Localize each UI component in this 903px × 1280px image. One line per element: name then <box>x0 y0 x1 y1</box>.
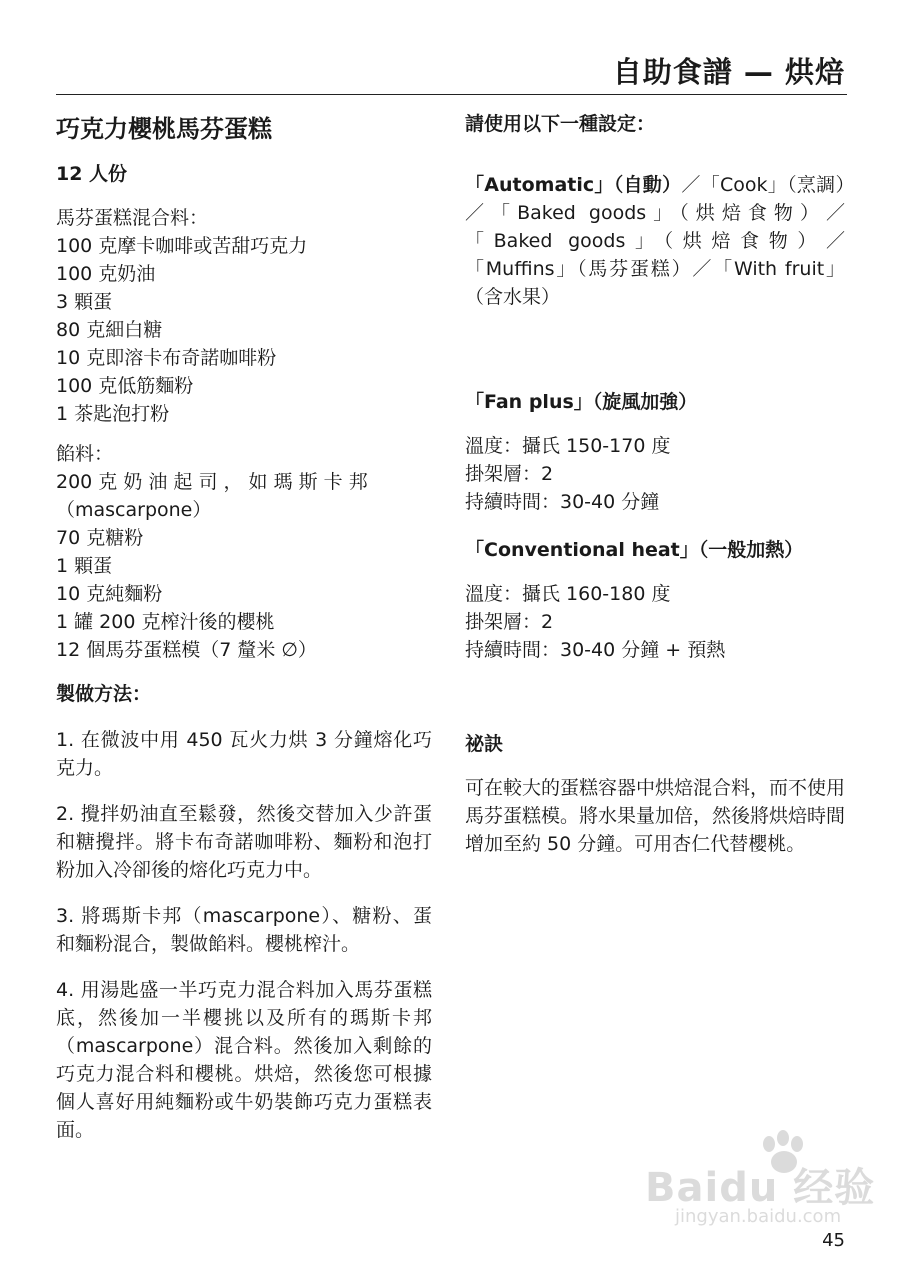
list-item: 12 個馬芬蛋糕模（7 釐米 ∅） <box>56 639 317 661</box>
rack-level: 掛架層：2 <box>465 611 554 633</box>
conventional-setting <box>465 536 845 664</box>
settings-heading: 請使用以下一種設定： <box>465 113 656 135</box>
tips-text: 可在較大的蛋糕容器中烘焙混合料，而不使用馬芬蛋糕模。將水果量加倍，然後將烘焙時間增加至約 50 分鐘。可用杏仁代替櫻桃。 <box>465 777 846 855</box>
watermark <box>645 1130 876 1230</box>
method-heading: 製做方法： <box>56 683 152 705</box>
method-step: 4. 用湯匙盛一半巧克力混合料加入馬芬蛋糕底，然後加一半櫻挑以及所有的瑪斯卡邦（mascarpone）混合料。然後加入剩餘的巧克力混合料和櫻桃。烘焙，然後您可根據個人喜好用純麵粉或牛奶裝飾巧克力蛋糕表面。 <box>56 979 432 1141</box>
method <box>56 680 432 1144</box>
duration: 持續時間：30-40 分鐘 + 預熱 <box>465 639 726 661</box>
list-item: 80 克細白糖 <box>56 319 163 341</box>
rack-level: 掛架層：2 <box>465 463 554 485</box>
list-item: 100 克低筋麵粉 <box>56 375 194 397</box>
list-item: 100 克摩卡咖啡或苦甜巧克力 <box>56 235 308 257</box>
list-item: 1 罐 200 克榨汁後的櫻桃 <box>56 611 275 633</box>
conventional-heading: 「Conventional heat」（一般加熱） <box>465 539 804 561</box>
right-column <box>465 108 845 858</box>
fan-plus-heading: 「Fan plus」（旋風加強） <box>465 391 698 413</box>
header-divider <box>56 94 847 95</box>
list-item: 10 克純麵粉 <box>56 583 163 605</box>
tips-heading: 祕訣 <box>465 733 504 755</box>
mix-ingredients <box>56 204 432 428</box>
method-step: 2. 攪拌奶油直至鬆發，然後交替加入少許蛋和糖攪拌。將卡布奇諾咖啡粉、麵粉和泡打粉加入冷卻後的熔化巧克力中。 <box>56 803 432 881</box>
list-item: 3 顆蛋 <box>56 291 113 313</box>
list-item: 1 茶匙泡打粉 <box>56 403 170 425</box>
automatic-setting <box>465 171 845 311</box>
automatic-path: ／「Cook」（烹調）／「Baked goods」（烘焙食物）／「Baked goods」（烘焙食物）／「Muffins」（馬芬蛋糕）／「With fruit」（含水果） <box>465 174 845 308</box>
left-column <box>56 108 432 1144</box>
method-step: 1. 在微波中用 450 瓦火力烘 3 分鐘熔化巧克力。 <box>56 729 432 779</box>
page-title: 自助食譜 — 烘焙 <box>612 55 845 89</box>
watermark-logo: Baidu 经验 <box>645 1165 876 1211</box>
fan-plus-setting <box>465 388 845 516</box>
watermark-url: jingyan.baidu.com <box>675 1206 842 1227</box>
tips <box>465 730 845 858</box>
filling-ingredients <box>56 440 432 664</box>
list-item: 100 克奶油 <box>56 263 156 285</box>
list-item: 1 顆蛋 <box>56 555 113 577</box>
list-item: （mascarpone） <box>56 499 212 521</box>
temperature: 溫度：攝氏 160-180 度 <box>465 583 671 605</box>
recipe-title: 巧克力櫻桃馬芬蛋糕 <box>56 115 272 143</box>
list-item: 10 克即溶卡布奇諾咖啡粉 <box>56 347 277 369</box>
temperature: 溫度：攝氏 150-170 度 <box>465 435 671 457</box>
automatic-label: 「Automatic」（自動） <box>465 174 682 196</box>
mix-heading: 馬芬蛋糕混合料： <box>56 207 209 229</box>
filling-heading: 餡料： <box>56 443 114 465</box>
list-item: 200 克 奶 油 起 司 ， 如 瑪 斯 卡 邦 <box>56 471 368 493</box>
method-step: 3. 將瑪斯卡邦（mascarpone）、糖粉、蛋和麵粉混合，製做餡料。櫻桃榨汁。 <box>56 905 432 955</box>
duration: 持續時間：30-40 分鐘 <box>465 491 660 513</box>
page-number: 45 <box>822 1230 845 1251</box>
list-item: 70 克糖粉 <box>56 527 144 549</box>
servings: 12 人份 <box>56 163 128 185</box>
